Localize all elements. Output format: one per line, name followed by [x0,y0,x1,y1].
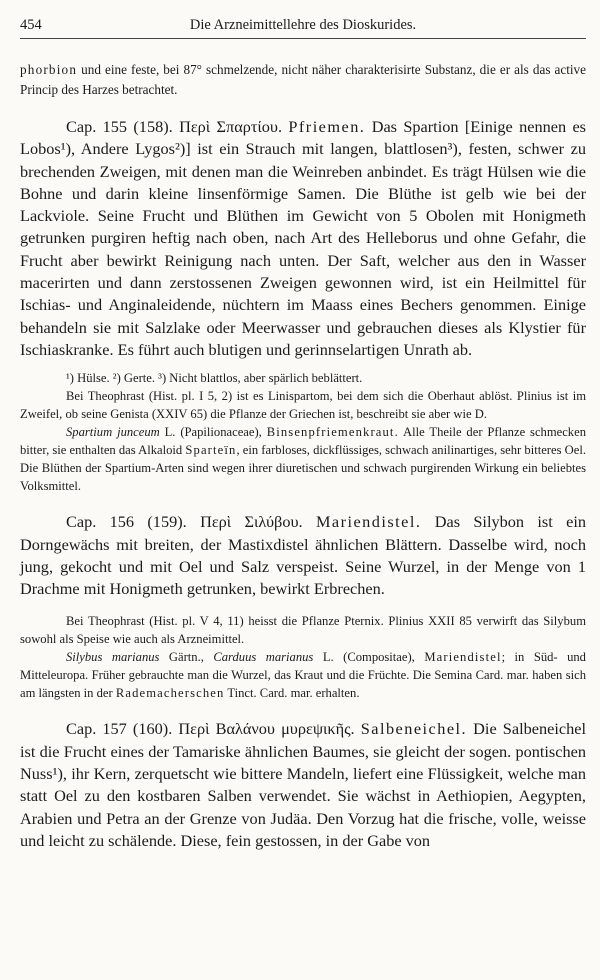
commentary-155-b: Spartium junceum L. (Papilionaceae), Binsenpfriemenkraut. Alle Theile der Pflanze schmecken bitter, sie enthalten das Alkaloid Sparteïn, ein farbloses, dickflüssiges, schwach anilinartiges, sehr bitteres Oel. Die Blüthen der Spartium-Arten sind wegen ihrer diuretischen und schwach purgirenden Wirkung ein beliebtes Volksmittel. [20,425,586,494]
chapter-name: Pfriemen. [288,117,366,136]
continued-paragraph: phorbion und eine feste, bei 87° schmelzende, nicht näher charakterisirte Substanz, die er als das active Princip des Harzes betrachtet. [20,62,586,97]
greek-title: Περὶ Σιλύβου. [200,512,303,532]
commentary-156-a: Bei Theophrast (Hist. pl. V 4, 11) heisst die Pflanze Pternix. Plinius XXII 85 verwirft das Silybum sowohl als Speise wie auch als Arzneimittel. [20,614,586,647]
commentary-156-b: Silybus marianus Gärtn., Carduus marianus L. (Compositae), Mariendistel; in Süd- und Mitteleuropa. Früher gebrauchte man die Wurzel, das Kraut und die Früchte. Die Semina Card. mar. haben sich am längsten in der Rademacherschen Tinct. Card. mar. erhalten. [20,650,586,701]
chapter-156: Cap. 156 (159). Περὶ Σιλύβου. Mariendistel. Das Silybon ist ein Dorngewächs mit breiten, der Mastixdistel ähnlichen Blättern. Dasselbe wird, noch jung, gekocht und mit Oel und Salz verspeist. Seine Wurzel, in der Menge von 1 Drachme mit Honigmeth getrunken, bewirkt Erbrechen. [20,512,586,599]
running-header [20,16,586,39]
running-title: Die Arzneimittellehre des Dioskurides. [189,17,417,33]
footnotes-155: ¹) Hülse. ²) Gerte. ³) Nicht blattlos, aber spärlich beblättert. [66,371,363,386]
chapter-number: Cap. 157 (160). [66,719,173,739]
greek-title: Περὶ Βαλάνου μυρεψικῆς. [178,719,355,739]
chapter-number: Cap. 155 (158). [66,117,173,136]
chapter-157: Cap. 157 (160). Περὶ Βαλάνου μυρεψικῆς. Salbeneichel. Die Salbeneichel ist die Frucht eines der Tamariske ähnlichen Baumes, sie gleicht der sogen. pontischen Nuss¹), ihr Kern, zerquetscht wie bittere Mandeln, liefert eine Flüssigkeit, welche man statt Oel zu den kostbaren Salben verwendet. Sie wächst in Aethiopien, Aegypten, Arabien und Petra an der Grenze von Judäa. Den Vorzug hat die frische, volle, weisse und leicht zu schälende. Diese, fein gestossen, in der Gabe von [20,719,586,850]
commentary-155-a: Bei Theophrast (Hist. pl. I 5, 2) ist es Linispartom, bei dem sich die Oberhaut ablöst. Plinius ist im Zweifel, ob seine Genista (XXIV 65) die Pflanze der Griechen ist, beschreibt sie aber wie D. [20,389,586,422]
page-number: 454 [20,17,42,33]
greek-title: Περὶ Σπαρτίου. [179,117,283,136]
chapter-name: Salbeneichel. [360,719,468,739]
chapter-number: Cap. 156 (159). [66,512,187,532]
chapter-155: Cap. 155 (158). Περὶ Σπαρτίου. Pfriemen. Das Spartion [Einige nennen es Lobos¹), Andere Lygos²)] ist ein Strauch mit langen, blattlosen³), festen, schwer zu brechenden Zweigen, mit denen man die Weinreben anbindet. Es trägt Hülsen wie die Bohne und darin kleine linsenförmige Samen. Die Blüthe ist gelb wie bei der Lackviole. Seine Frucht und Blüthen im Gewicht von 5 Obolen mit Honigmeth getrunken purgiren heftig nach oben, nach Art des Helleborus und ohne Gefahr, die Frucht aber bewirkt Reinigung nach unten. Der Saft, welcher aus den in Wasser macerirten und dann zerstossenen Zweigen gewonnen wird, ist ein Heilmittel für Ischias- und Anginaleidende, nüchtern im Maass eines Bechers genommen. Einige behandeln sie mit Salzlake oder Meerwasser und gebrauchen dieses als Klystier für Ischiaskranke. Es führt auch blutigen und gerinnselartigen Unrath ab. [20,117,587,359]
chapter-name: Mariendistel. [315,512,422,532]
page-body [20,60,586,852]
